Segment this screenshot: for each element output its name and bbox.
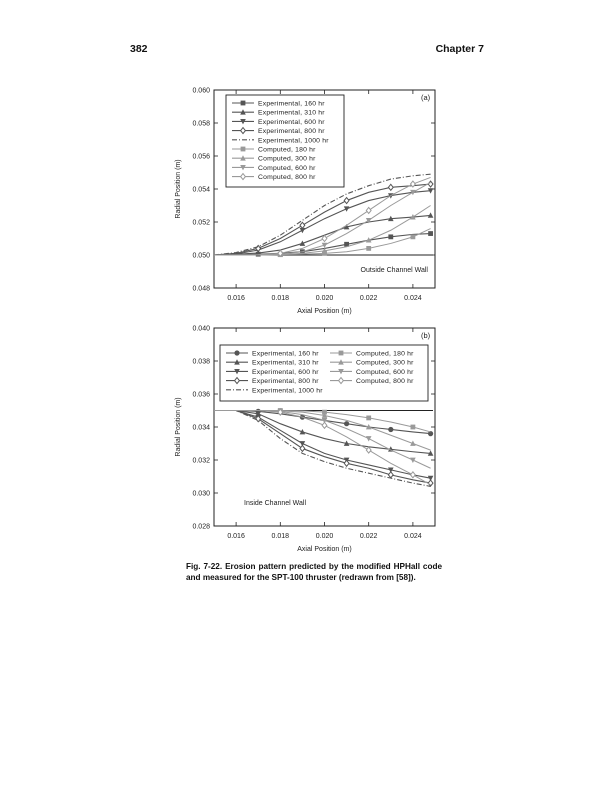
data-point	[366, 246, 371, 251]
x-tick-label: 0.018	[271, 295, 290, 302]
legend-entry: Computed, 300 hr	[356, 359, 414, 367]
y-tick-label: 0.030	[192, 490, 210, 498]
data-point	[344, 460, 349, 466]
x-tick-label: 0.022	[359, 533, 378, 540]
data-point	[300, 445, 305, 451]
chapter-title: Chapter 7	[435, 43, 484, 55]
legend-entry: Experimental, 160 hr	[258, 100, 325, 108]
series-line	[214, 411, 431, 469]
data-point	[388, 234, 393, 239]
legend-marker	[241, 101, 246, 106]
y-axis-label: Radial Position (m)	[175, 159, 182, 219]
x-axis-label: Axial Position (m)	[297, 546, 352, 553]
series-8	[214, 177, 431, 256]
legend-entry: Experimental, 1000 hr	[252, 387, 323, 395]
y-tick-label: 0.036	[192, 391, 210, 399]
data-point	[322, 422, 327, 428]
legend-entry: Experimental, 800 hr	[258, 128, 325, 136]
y-axis-label: Radial Position (m)	[175, 397, 182, 457]
legend-entry: Computed, 180 hr	[356, 350, 414, 358]
legend	[226, 95, 344, 187]
caption-label: Fig. 7-22.	[186, 562, 223, 571]
panel-label: (a)	[421, 93, 431, 102]
legend-entry: Computed, 180 hr	[258, 146, 316, 154]
x-tick-label: 0.020	[315, 533, 334, 540]
chart-outside-wall	[0, 80, 612, 320]
y-tick-label: 0.040	[192, 325, 210, 333]
data-point	[366, 447, 371, 453]
legend-entry: Experimental, 1000 hr	[258, 137, 329, 145]
series-line	[214, 411, 431, 487]
data-point	[366, 436, 372, 441]
series-line	[214, 411, 431, 485]
legend-entry: Experimental, 160 hr	[252, 350, 319, 358]
legend-entry: Computed, 600 hr	[356, 368, 414, 376]
y-tick-label: 0.050	[192, 252, 210, 260]
series-line	[214, 411, 431, 479]
y-tick-label: 0.052	[192, 219, 210, 227]
x-tick-label: 0.022	[359, 295, 378, 302]
page-number: 382	[130, 43, 148, 55]
y-tick-label: 0.060	[192, 87, 210, 95]
y-tick-label: 0.032	[192, 457, 210, 465]
data-point	[428, 480, 433, 486]
y-tick-label: 0.058	[192, 120, 210, 128]
legend-entry: Computed, 800 hr	[356, 378, 414, 386]
x-tick-label: 0.020	[315, 295, 334, 302]
data-point	[366, 207, 371, 213]
legend-entry: Experimental, 600 hr	[252, 368, 319, 376]
legend-entry: Experimental, 800 hr	[252, 378, 319, 386]
data-point	[410, 458, 416, 463]
legend-entry: Computed, 600 hr	[258, 164, 316, 172]
x-tick-label: 0.016	[227, 533, 245, 540]
y-tick-label: 0.048	[192, 285, 210, 293]
legend	[220, 345, 428, 401]
data-point	[344, 198, 349, 204]
x-tick-label: 0.024	[404, 295, 422, 302]
chart-inside-wall	[0, 318, 612, 558]
x-axis-label: Axial Position (m)	[297, 308, 352, 315]
series-3	[214, 411, 433, 487]
data-point	[344, 421, 349, 426]
data-point	[428, 231, 433, 236]
data-point	[411, 425, 416, 430]
x-tick-label: 0.018	[271, 533, 290, 540]
data-point	[428, 181, 433, 187]
series-4	[214, 411, 431, 487]
wall-annotation: Outside Channel Wall	[360, 267, 428, 274]
figure-caption	[186, 562, 442, 583]
data-point	[366, 416, 371, 421]
panel-label: (b)	[421, 331, 431, 340]
y-tick-label: 0.054	[192, 186, 210, 194]
legend-entry: Experimental, 310 hr	[252, 359, 319, 367]
legend-entry: Experimental, 600 hr	[258, 118, 325, 126]
legend-entry: Computed, 300 hr	[258, 155, 316, 163]
x-tick-label: 0.016	[227, 295, 245, 302]
caption-text: Erosion pattern predicted by the modified HPHall code and measured for the SPT-100 thruster (redrawn from [58]).	[186, 562, 442, 582]
y-tick-label: 0.038	[192, 358, 210, 366]
data-point	[411, 234, 416, 239]
data-point	[388, 472, 393, 478]
data-point	[300, 222, 305, 228]
x-tick-label: 0.024	[404, 533, 422, 540]
data-point	[388, 184, 393, 190]
series-line	[214, 411, 431, 484]
data-point	[411, 472, 416, 478]
data-point	[388, 427, 393, 432]
wall-annotation: Inside Channel Wall	[244, 500, 306, 507]
y-tick-label: 0.056	[192, 153, 210, 161]
legend-marker	[339, 351, 344, 356]
legend-marker	[234, 350, 239, 355]
y-tick-label: 0.028	[192, 523, 210, 531]
legend-entry: Experimental, 310 hr	[258, 109, 325, 117]
y-tick-label: 0.034	[192, 424, 210, 432]
legend-marker	[241, 147, 246, 152]
legend-entry: Computed, 800 hr	[258, 174, 316, 182]
